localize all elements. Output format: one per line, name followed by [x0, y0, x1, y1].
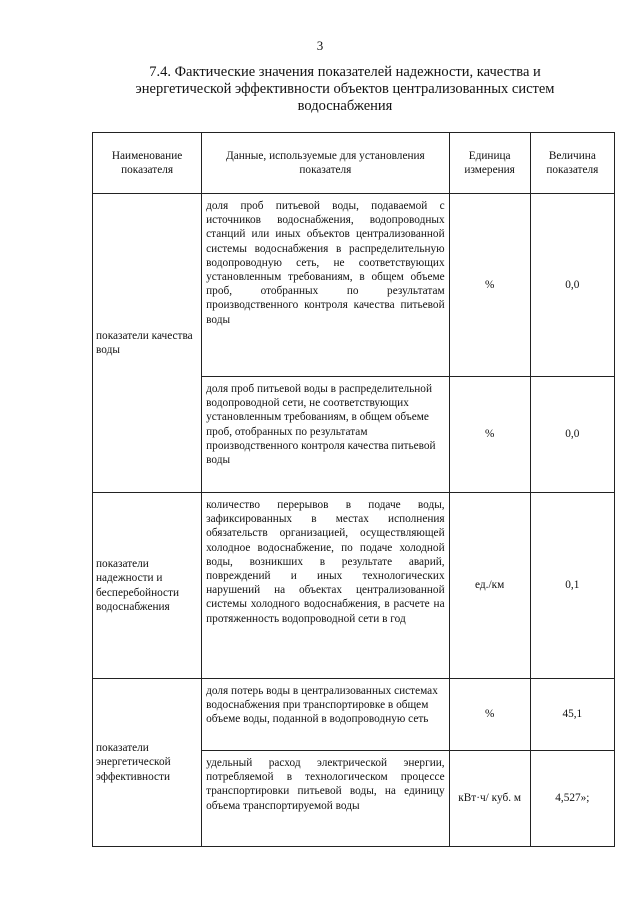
header-indicator-name: Наименование показателя — [93, 133, 202, 194]
indicator-unit: % — [449, 679, 530, 751]
group-water-quality: показатели качества воды — [93, 194, 202, 493]
indicator-unit: % — [449, 377, 530, 493]
indicator-description: доля потерь воды в централизованных системах водоснабжения при транспортировке в общем объеме воды, поданной в водопроводную сеть — [202, 679, 449, 751]
page-number: 3 — [316, 38, 324, 53]
indicator-value: 0,0 — [530, 194, 614, 377]
indicator-description: удельный расход электрической энергии, потребляемой в технологическом процессе транспортировки питьевой воды, на единицу объема транспортируемой воды — [202, 751, 449, 847]
indicator-description: доля проб питьевой воды в распределительной водопроводной сети, не соответствующих установленным требованиям, в общем объеме проб, отобранных по результатам производственного контроля качества питьевой воды — [202, 377, 449, 493]
indicator-value: 4,527»; — [530, 751, 614, 847]
indicator-unit: % — [449, 194, 530, 377]
indicator-value: 0,0 — [530, 377, 614, 493]
group-energy-efficiency: показатели энергетической эффективности — [93, 679, 202, 847]
indicator-value: 0,1 — [530, 493, 614, 679]
group-reliability: показатели надежности и бесперебойности водоснабжения — [93, 493, 202, 679]
indicator-description: доля проб питьевой воды, подаваемой с источников водоснабжения, водопроводных станций или иных объектов централизованной системы водоснабжения в распределительную водопроводную сеть, не соответствующих установленным требованиям, в общем объеме проб, отобранных по результатам производственного контроля качества питьевой воды — [202, 194, 449, 377]
header-value: Величина показателя — [530, 133, 614, 194]
header-unit: Единица измерения — [449, 133, 530, 194]
table-row — [93, 493, 615, 679]
header-data-used: Данные, используемые для установления показателя — [202, 133, 449, 194]
indicators-table — [92, 132, 615, 847]
indicator-unit: кВт·ч/ куб. м — [449, 751, 530, 847]
table-row — [93, 194, 615, 377]
section-title: 7.4. Фактические значения показателей надежности, качества и энергетической эффективности объектов централизованных систем водоснабжения — [135, 64, 555, 114]
table-header-row — [93, 133, 615, 194]
indicator-value: 45,1 — [530, 679, 614, 751]
table-row — [93, 679, 615, 751]
indicator-unit: ед./км — [449, 493, 530, 679]
indicator-description: количество перерывов в подаче воды, зафиксированных в местах исполнения обязательств организацией, осуществляющей холодное водоснабжение, по подаче холодной воды, возникших в результате аварий, повреждений и иных технологических нарушений на объектах централизованной системы холодного водоснабжения, в расчете на протяженность водопроводной сети в год — [202, 493, 449, 679]
